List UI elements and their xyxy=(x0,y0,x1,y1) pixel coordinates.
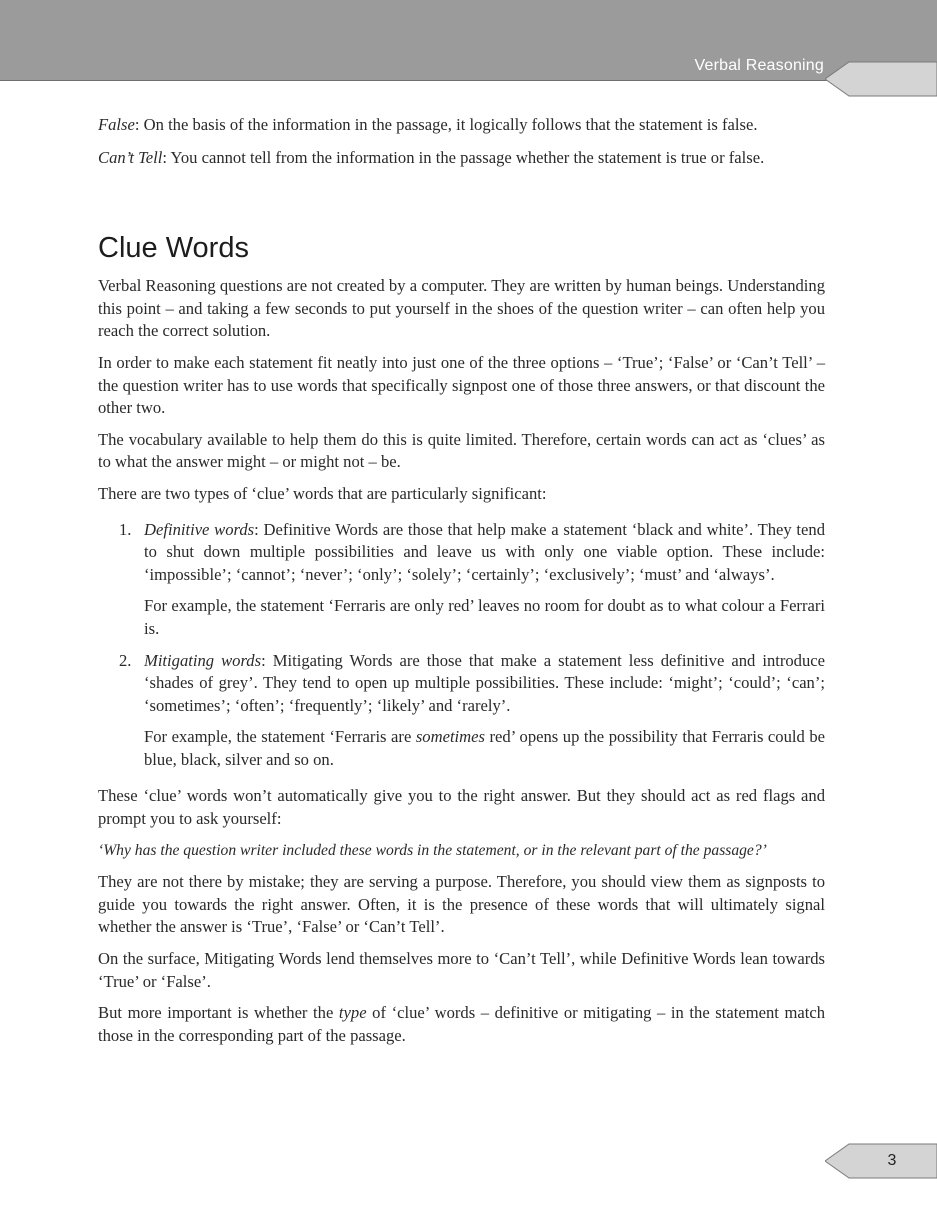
definition-cant-tell xyxy=(76,147,825,170)
list-item-term: Mitigating words xyxy=(144,650,262,670)
list-item-term: Definitive words xyxy=(144,519,255,539)
paragraph: There are two types of ‘clue’ words that are particularly significant: xyxy=(98,483,547,503)
list-item-text: : Mitigating Words are those that make a statement less definitive and introduce ‘shades of grey’. They tend to open up multiple possibilities. These include: ‘might’; ‘could’; ‘can’; ‘sometimes’; ‘often’; ‘frequently’; ‘likely’ and ‘rarely’. xyxy=(144,650,826,715)
example-text-end: red’ opens up the possibility that Ferraris could be blue, black, silver and so on. xyxy=(144,727,825,769)
example-text: For example, the statement ‘Ferraris are xyxy=(144,727,416,747)
definition-text: : You cannot tell from the information in the passage whether the statement is true or false. xyxy=(162,147,765,167)
running-header-title: Verbal Reasoning xyxy=(694,57,824,74)
example-emphasis: sometimes xyxy=(415,727,485,747)
section-heading: Clue Words xyxy=(98,232,249,265)
italic-question: ‘Why has the question writer included these words in the statement, or in the relevant part of the passage?’ xyxy=(98,841,767,859)
list-number: 2. xyxy=(119,650,132,670)
paragraph: They are not there by mistake; they are serving a purpose. Therefore, you should view them as signposts to guide you towards the right answer. Often, it is the presence of these words that will ultimately signal whether the answer is ‘True’, ‘False’ or ‘Can’t Tell’. xyxy=(98,872,825,937)
list-item-body xyxy=(144,519,825,587)
page-number: 3 xyxy=(887,1152,897,1169)
definition-false xyxy=(76,114,825,137)
list-item-example xyxy=(144,595,825,640)
paragraph: On the surface, Mitigating Words lend themselves more to ‘Can’t Tell’, while Definitive Words lean towards ‘True’ or ‘False’. xyxy=(98,949,825,991)
definition-text: : On the basis of the information in the passage, it logically follows that the statement is false. xyxy=(134,115,758,134)
list-item xyxy=(98,519,825,641)
definition-term: Can’t Tell xyxy=(98,147,163,167)
list-item-body xyxy=(144,650,825,718)
definition-term: False xyxy=(98,115,135,134)
list-item-text: : Definitive Words are those that help make a statement ‘black and white’. They tend to shut down multiple possibilities and leave us with only one viable option. These include: ‘impossible’; ‘cannot’; ‘never’; ‘only’; ‘solely’; ‘certainly’; ‘exclusively’; ‘must’ and ‘always’. xyxy=(144,519,825,584)
list-number: 1. xyxy=(119,519,132,539)
list-item xyxy=(98,650,825,772)
page-header-band xyxy=(0,0,937,81)
final-emphasis: type xyxy=(338,1003,367,1023)
final-text: But more important is whether the xyxy=(98,1003,339,1023)
final-text-end: of ‘clue’ words – definitive or mitigating – in the statement match those in the corresponding part of the passage. xyxy=(98,1003,826,1045)
list-item-example xyxy=(144,726,825,771)
page-content xyxy=(98,114,825,1056)
paragraph: Verbal Reasoning questions are not created by a computer. They are written by human beings. Understanding this point – and taking a few seconds to put yourself in the shoes of the question writer – can often help you reach the correct solution. xyxy=(98,276,825,341)
final-paragraph xyxy=(98,1002,825,1047)
header-tab-shape xyxy=(825,61,937,97)
paragraph: In order to make each statement fit neatly into just one of the three options – ‘True’; ‘False’ or ‘Can’t Tell’ – the question writer has to use words that specifically signpost one of those three answers, or that discount the other two. xyxy=(98,352,825,418)
clue-word-list xyxy=(98,519,825,772)
example-text: For example, the statement ‘Ferraris are only red’ leaves no room for doubt as to what colour a Ferrari is. xyxy=(144,596,825,638)
paragraph: These ‘clue’ words won’t automatically give you to the right answer. But they should act as red flags and prompt you to ask yourself: xyxy=(98,786,825,829)
paragraph: The vocabulary available to help them do this is quite limited. Therefore, certain words can act as ‘clues’ as to what the answer might – or might not – be. xyxy=(98,429,825,472)
